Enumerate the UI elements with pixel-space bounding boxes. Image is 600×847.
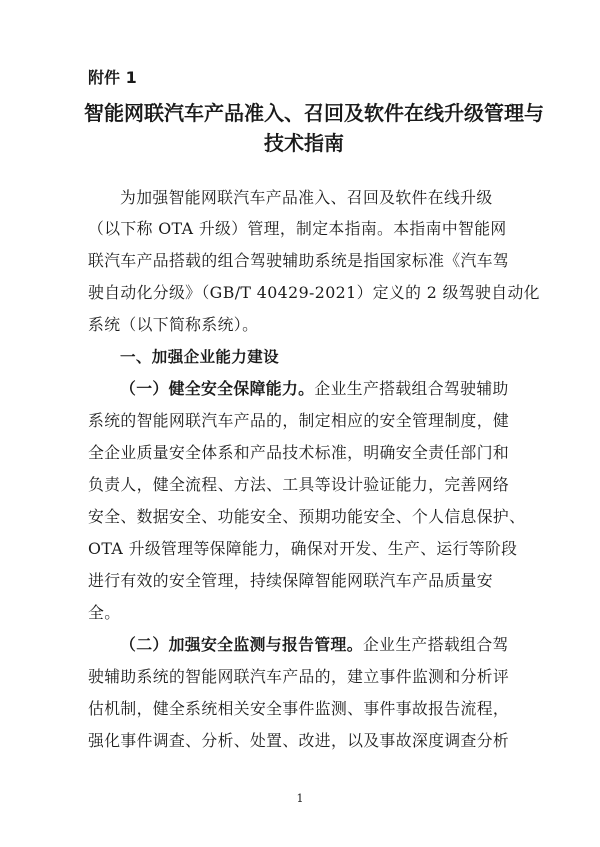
item-1-line-8: 全。 <box>88 603 121 622</box>
item-1-first-line <box>120 378 509 400</box>
item-2-line-2: 驶辅助系统的智能网联汽车产品的，建立事件监测和分析评 <box>88 667 510 686</box>
intro-line-1: 为加强智能网联汽车产品准入、召回及软件在线升级 <box>120 188 493 207</box>
section-heading: 一、加强企业能力建设 <box>120 348 280 366</box>
item-2-label: （二）加强安全监测与报告管理。 <box>120 635 363 654</box>
intro-line-3: 联汽车产品搭载的组合驾驶辅助系统是指国家标准《汽车驾 <box>88 251 510 270</box>
item-1-label: （一）健全安全保障能力。 <box>120 379 315 398</box>
page-number: 1 <box>296 792 304 805</box>
item-1-line-3: 全企业质量安全体系和产品技术标准，明确安全责任部门和 <box>88 443 510 462</box>
item-1-line-5: 安全、数据安全、功能安全、预期功能安全、个人信息保护、 <box>88 507 526 526</box>
item-1-first-line-text: 企业生产搭载组合驾驶辅助 <box>314 379 509 398</box>
item-1-line-6: OTA 升级管理等保障能力，确保对开发、生产、运行等阶段 <box>88 539 518 558</box>
item-1-line-2: 系统的智能网联汽车产品的，制定相应的安全管理制度，健 <box>88 411 510 430</box>
item-2-first-line <box>120 634 509 656</box>
document-title-line-1: 智能网联汽车产品准入、召回及软件在线升级管理与 <box>84 101 544 125</box>
intro-line-4: 驶自动化分级》（GB/T 40429-2021）定义的 2 级驾驶自动化 <box>88 283 540 302</box>
intro-line-2: （以下称 OTA 升级）管理，制定本指南。本指南中智能网 <box>88 219 507 238</box>
item-2-line-4: 强化事件调查、分析、处置、改进，以及事故深度调查分析 <box>88 731 510 750</box>
item-2-first-line-text: 企业生产搭载组合驾 <box>362 635 509 654</box>
item-2-line-3: 估机制，健全系统相关安全事件监测、事件事故报告流程， <box>88 699 510 718</box>
intro-line-5: 系统（以下简称系统）。 <box>88 315 259 334</box>
item-1-line-4: 负责人，健全流程、方法、工具等设计验证能力，完善网络 <box>88 475 510 494</box>
document-title-line-2: 技术指南 <box>264 131 344 155</box>
item-1-line-7: 进行有效的安全管理，持续保障智能网联汽车产品质量安 <box>88 571 493 590</box>
attachment-label: 附件 1 <box>88 68 137 87</box>
